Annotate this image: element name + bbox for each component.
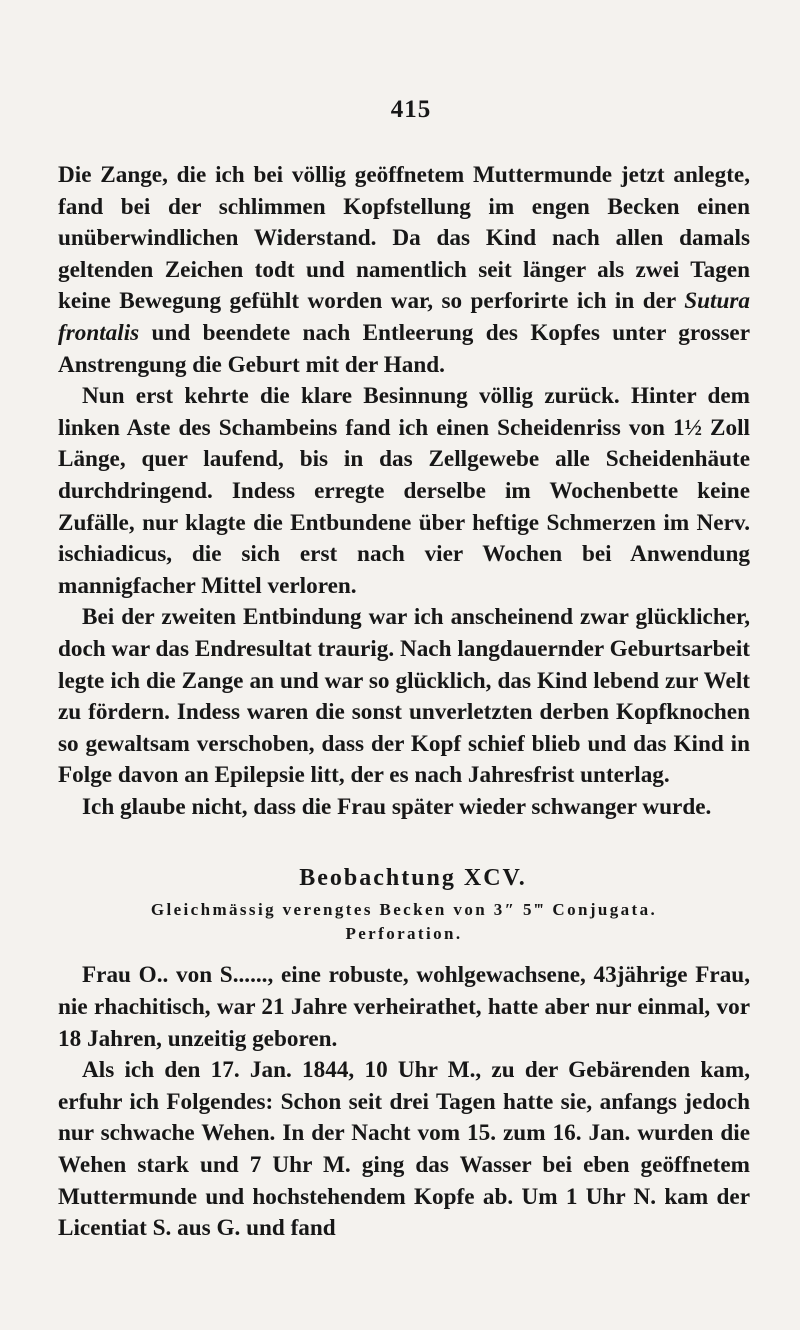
paragraph-patient-history: Frau O.. von S......, eine robuste, wohlgewachsene, 43jährige Frau, nie rhachitisch, war 21 Jahre verheirathet, hatte aber nur einmal, vor 18 Jahren, unzeitig geboren. — [58, 962, 750, 1052]
paragraph-text: und beendete nach Entleerung des Kopfes unter grosser Anstrengung die Geburt mit der Hand. — [58, 319, 750, 378]
paragraph-forceps-perforation — [58, 160, 750, 381]
paragraph-vaginal-tear: Nun erst kehrte die klare Besinnung völlig zurück. Hinter dem linken Aste des Schambeins fand ich einen Scheidenriss von 1½ Zoll Länge, quer laufend, bis in das Zellgewebe alle Scheidenhäute durchdringend. Indess erregte derselbe im Wochenbette keine Zufälle, nur klagte die Entbundene über heftige Schmerzen im Nerv. ischiadicus, die sich erst nach vier Wochen bei Anwendung mannigfacher Mittel verloren. — [58, 383, 750, 599]
paragraph-labor-course: Als ich den 17. Jan. 1844, 10 Uhr M., zu der Gebärenden kam, erfuhr ich Folgendes: Schon seit drei Tagen hatte sie, anfangs jedoch nur schwache Wehen. In der Nacht vom 15. zum 16. Jan. wurden die Wehen stark und 7 Uhr M. ging das Wasser bei eben geöffnetem Muttermunde und hochstehendem Kopfe ab. Um 1 Uhr N. kam der Licentiat S. aus G. und fand — [58, 1057, 750, 1242]
section-subheading — [58, 898, 750, 946]
page-number: 415 — [390, 96, 432, 123]
book-page — [58, 96, 750, 1245]
subheading-line: Gleichmässig verengtes Becken von 3″ 5‴ Conjugata. — [150, 900, 658, 920]
paragraph-conclusion: Ich glaube nicht, dass die Frau später wieder schwanger wurde. — [82, 793, 712, 820]
paragraph-text: Die Zange, die ich bei völlig geöffnetem Muttermunde jetzt anlegte, fand bei der schlimmen Kopfstellung im engen Becken einen unüberwindlichen Widerstand. Da das Kind nach allen damals geltenden Zeichen todt und namentlich seit länger als zwei Tagen keine Bewegung gefühlt worden war, so perforirte ich in der — [58, 162, 750, 315]
paragraph-second-delivery: Bei der zweiten Entbindung war ich anscheinend zwar glücklicher, doch war das Endresultat traurig. Nach langdauernder Geburtsarbeit legte ich die Zange an und war so glücklich, das Kind lebend zur Welt zu fördern. Indess waren die sonst unverletzten derben Kopfknochen so gewaltsam verschoben, dass der Kopf schief blieb und das Kind in Folge davon an Epilepsie litt, der es nach Jahresfrist unterlag. — [58, 604, 750, 789]
latin-term: Sutura frontalis — [58, 288, 750, 346]
section-heading: Beobachtung XCV. — [299, 865, 527, 892]
subheading-line: Perforation. — [345, 924, 463, 944]
